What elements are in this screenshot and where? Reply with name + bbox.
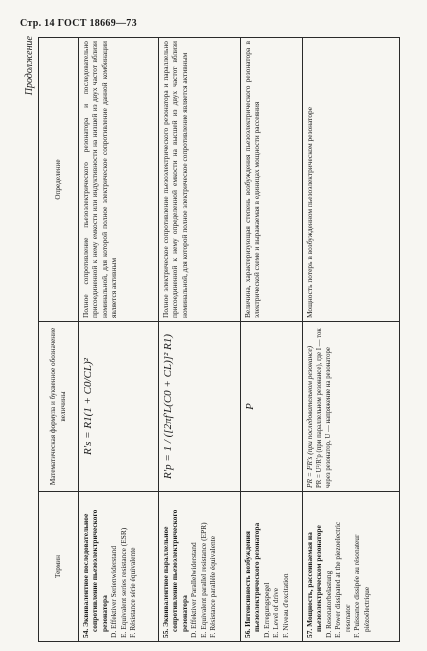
term-translation: E. Equivalent series resistance (ESR) bbox=[118, 527, 128, 638]
rotated-content bbox=[22, 32, 407, 642]
table-row bbox=[303, 38, 400, 642]
formula-note: PR = U²/R′p (при параллельном резонансе), где I — ток через резонатор, U — напряжение на резонаторе bbox=[316, 328, 333, 488]
formula-cell bbox=[303, 322, 400, 492]
term-translation: F. Résistance série équivalente bbox=[128, 547, 138, 638]
table-row bbox=[79, 38, 159, 642]
page-header: Стр. 14 ГОСТ 18669—73 bbox=[20, 18, 137, 29]
formula-expression: PR = I²R′s (при последовательном резонансе) bbox=[305, 345, 314, 488]
terms-table bbox=[38, 37, 400, 642]
term-translation: D. Effektiver Serienwiderstand bbox=[109, 545, 119, 638]
column-header-definition: Определение bbox=[39, 38, 79, 322]
formula-cell bbox=[241, 322, 303, 492]
term-heading: 57. Мощность, рассеиваемая на пьезоэлектрическом резонаторе bbox=[305, 525, 324, 638]
term-cell bbox=[241, 492, 303, 642]
table-row bbox=[241, 38, 303, 642]
table-header-row bbox=[39, 38, 79, 642]
term-translation: E. Equivalent parallel resistance (EPR) bbox=[198, 522, 208, 638]
term-heading: 55. Эквивалентное параллельное сопротивление пьезоэлектрического резонатора bbox=[161, 509, 189, 638]
term-cell bbox=[159, 492, 241, 642]
term-translation: F. Niveau d'excitation bbox=[280, 573, 290, 638]
definition-cell: Мощность потерь в возбужденном пьезоэлектрическом резонаторе bbox=[303, 38, 400, 322]
definition-cell: Полное электрическое сопротивление пьезоэлектрического резонатора и параллельно присоединенной к нему определенной емкости на высшей из двух частот вблизи номинальной, для которой полное электрическое сопротивление является активным bbox=[159, 38, 241, 322]
formula-expression: R′p = 1 / ([2πf′L(C0 + CL)]² R1) bbox=[162, 334, 174, 479]
term-translation: F. Puissance dissipée au résonateur piézoélectrique bbox=[352, 534, 371, 638]
column-header-formula: Математическая формула и буквенное обозначение величины bbox=[39, 322, 79, 492]
definition-cell: Величина, характеризующая степень возбуждения пьезоэлектрического резонатора в электрической схеме и выражаемая в единицах мощности рассеяния bbox=[241, 38, 303, 322]
term-heading: 54. Эквивалентное последовательное сопротивление пьезоэлектрического резонатора bbox=[81, 509, 109, 638]
term-translation: D. Erregungspegel bbox=[261, 582, 271, 638]
formula-cell bbox=[79, 322, 159, 492]
term-translation: E. Power dissipated at the piezoelectric resonator bbox=[333, 521, 352, 638]
table-row bbox=[159, 38, 241, 642]
term-translation: D. Resonatorbelastung bbox=[323, 570, 333, 638]
continuation-label: Продолжение bbox=[24, 36, 35, 96]
rotated-sheet bbox=[22, 32, 407, 642]
term-cell bbox=[303, 492, 400, 642]
definition-cell: Полное сопротивление пьезоэлектрического резонатора и последовательно присоединенной к нему емкости или индуктивности на низшей из двух частот вблизи номинальной, для которой полное электрическое сопротивление данной комбинации является активным bbox=[79, 38, 159, 322]
formula-expression: P bbox=[244, 403, 256, 410]
column-header-term: Термин bbox=[39, 492, 79, 642]
term-translation: E. Level of drive bbox=[271, 587, 281, 638]
formula-cell bbox=[159, 322, 241, 492]
term-translation: D. Effektiver Parallelwiderstand bbox=[189, 542, 199, 638]
term-heading: 56. Интенсивность возбуждения пьезоэлектрического резонатора bbox=[243, 522, 262, 638]
term-cell bbox=[79, 492, 159, 642]
formula-expression: R′s = R1(1 + C0/CL)² bbox=[82, 358, 94, 455]
term-translation: F. Résistance parallèle équivalente bbox=[208, 535, 218, 638]
